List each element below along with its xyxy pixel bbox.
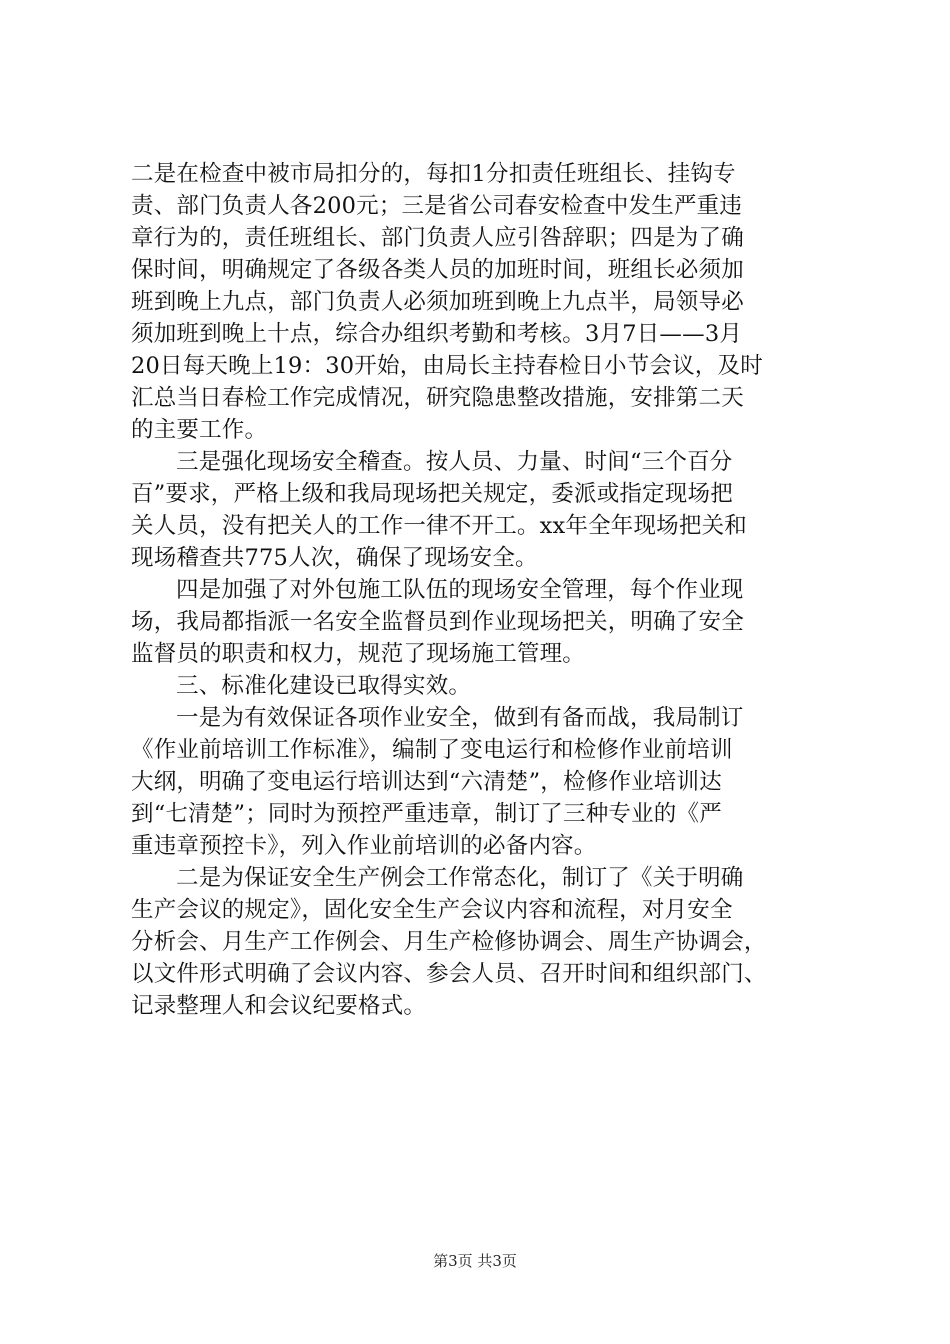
text-line: 现场稽查共775人次，确保了现场安全。: [131, 545, 538, 571]
document-body: [131, 158, 831, 1022]
text-line: 记录整理人和会议纪要格式。: [131, 993, 427, 1019]
text-line: 20日每天晚上19：30开始，由局长主持春检日小节会议，及时: [131, 353, 763, 379]
text-line: 《作业前培训工作标准》，编制了变电运行和检修作业前培训: [131, 737, 733, 763]
text-line: 百”要求，严格上级和我局现场把关规定，委派或指定现场把: [131, 481, 733, 507]
text-line: 二是在检查中被市局扣分的，每扣1分扣责任班组长、挂钩专: [131, 161, 736, 187]
text-line: 大纲，明确了变电运行培训达到“六清楚”，检修作业培训达: [131, 769, 722, 795]
text-line: 到“七清楚”；同时为预控严重违章，制订了三种专业的《严: [131, 801, 722, 827]
text-line: 责、部门负责人各200元；三是省公司春安检查中发生严重违: [131, 193, 743, 219]
text-line: 生产会议的规定》，固化安全生产会议内容和流程，对月安全: [131, 897, 733, 923]
text-line: 以文件形式明确了会议内容、参会人员、召开时间和组织部门、: [131, 961, 767, 987]
text-line: 监督员的职责和权力，规范了现场施工管理。: [131, 641, 586, 667]
text-line: 须加班到晚上十点，综合办组织考勤和考核。3月7日——3月: [131, 321, 743, 347]
section-heading: 三、标准化建设已取得实效。: [176, 673, 472, 699]
paragraph-start-line: 一是为有效保证各项作业安全，做到有备而战，我局制订: [176, 705, 744, 731]
text-line: 的主要工作。: [131, 417, 268, 443]
paragraph-start-line: 三是强化现场安全稽查。按人员、力量、时间“三个百分: [176, 449, 733, 475]
text-line: 班到晚上九点，部门负责人必须加班到晚上九点半，局领导必: [131, 289, 744, 315]
text-line: 场，我局都指派一名安全监督员到作业现场把关，明确了安全: [131, 609, 744, 635]
text-line: 汇总当日春检工作完成情况，研究隐患整改措施，安排第二天: [131, 385, 744, 411]
page-footer: 第3页 共3页: [433, 1252, 517, 1270]
text-line: 重违章预控卡》，列入作业前培训的必备内容。: [131, 833, 597, 859]
paragraph-start-line: 二是为保证安全生产例会工作常态化，制订了《关于明确: [176, 865, 744, 891]
text-line: 分析会、月生产工作例会、月生产检修协调会、周生产协调会，: [131, 929, 767, 955]
paragraph-start-line: 四是加强了对外包施工队伍的现场安全管理，每个作业现: [176, 577, 744, 603]
text-line: 保时间，明确规定了各级各类人员的加班时间，班组长必须加: [131, 257, 744, 283]
text-line: 章行为的，责任班组长、部门负责人应引咎辞职；四是为了确: [131, 225, 744, 251]
text-line: 关人员，没有把关人的工作一律不开工。xx年全年现场把关和: [131, 513, 747, 539]
